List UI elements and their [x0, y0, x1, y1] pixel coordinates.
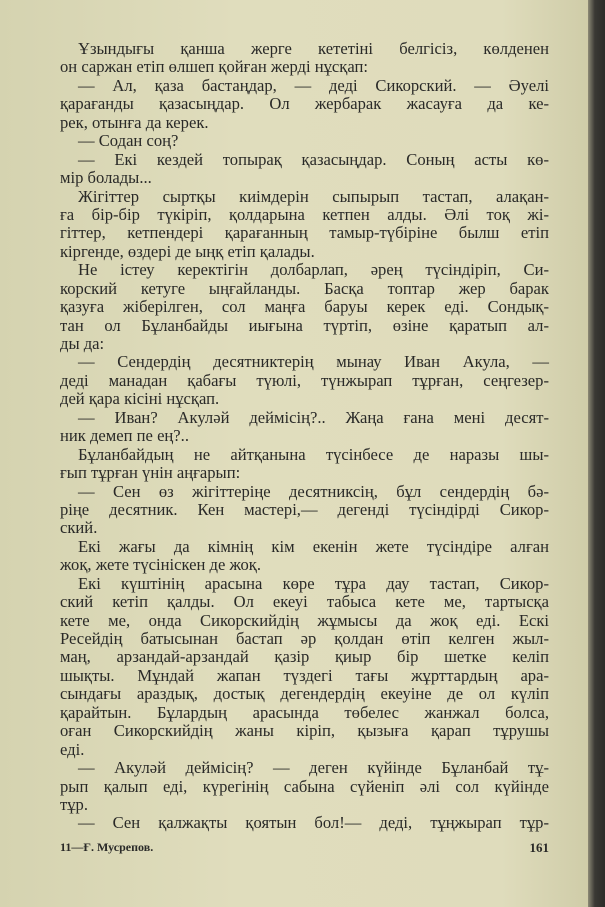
text-line: — Сен қалжақты қоятын бол!— деді, тұңжырап тұр- [78, 813, 549, 833]
text-line: кіргенде, өздері де ыңқ етіп қалады. [60, 241, 315, 261]
text-line: ский кетіп қалды. Ол екеуі табыса кете ме, тартысқа [60, 592, 549, 612]
text-line: тан ол Бұланбайды иығына түртіп, өзіне қаратып ал- [60, 315, 549, 335]
text-line: — Иван? Акуләй деймісің?.. Жаңа ғана мені десят- [78, 407, 549, 427]
text-line: Бұланбайдың не айтқанына түсінбесе де наразы шы- [78, 444, 549, 464]
text-line: Ұзындығы қанша жерге кететіні белгісіз, көлденен [78, 39, 549, 58]
text-line: жоқ, жете түсініскен де жоқ. [60, 555, 262, 575]
text-line: ник демеп пе ең?.. [60, 426, 189, 446]
text-line: — Акуләй деймісің? — деген күйінде Бұланбай тұ- [78, 758, 549, 778]
page-number: 161 [529, 840, 549, 855]
text-line: еді. [60, 739, 85, 759]
text-line: шықты. Мұндай жапан түздегі тағы жұрттардың ара- [60, 665, 549, 685]
text-line: — Екі кездей топырақ қазасыңдар. Соның асты кө- [78, 149, 549, 169]
text-line: тұр. [60, 794, 88, 814]
text-line: қазуға жіберілген, сол маңға баруы керек еді. Сондық- [60, 297, 549, 317]
text-line: Жігіттер сыртқы киімдерін сыпырып тастап, алақан- [78, 186, 549, 206]
text-line: ріңе десятник. Кен мастері,— дегенді түсіндірді Сикор- [60, 499, 549, 519]
text-line: сындағы араздық, достық дегендердің екеуіне де ол күліп [60, 684, 549, 704]
text-line: мір болады... [60, 168, 152, 188]
text-line: Екі күштінің арасына көре тұра дау тастап, Сикор- [78, 573, 549, 593]
text-line: Екі жағы да кімнің кім екенін жете түсіндіре алған [78, 536, 549, 556]
text-line: деді манадан қабағы түюлі, түнжырап тұрған, сеңгезер- [60, 370, 549, 390]
signature-mark: 11—Ғ. Мусрепов. [60, 840, 154, 854]
text-line: Ресейдің батысынан бастап әр қолдан өтіп келген жыл- [60, 629, 549, 648]
body-text [60, 40, 549, 833]
text-line: рып қалып еді, күрегінің сабына сүйеніп әлі сол күйінде [60, 776, 549, 796]
text-line: рек, отынға да керек. [60, 112, 209, 132]
text-line: — Сендердің десятниктерің мынау Иван Акула, — [78, 352, 549, 372]
text-line: ға бір-бір түкіріп, қолдарына кетпен алды. Әлі тоқ жі- [60, 204, 549, 224]
book-edge-shadow [588, 0, 605, 907]
text-line: ғып тұрған үнін аңғарып: [60, 463, 241, 483]
text-line: — Сен өз жігіттеріңе десятниксің, бұл сендердің бә- [78, 481, 549, 501]
text-line: қарағанды қазасыңдар. Ол жербарак жасауға да ке- [60, 94, 549, 114]
text-line: дей қара кісіні нұсқап. [60, 389, 220, 409]
text-line: — Ал, қаза бастаңдар, — деді Сикорский. — Әуелі [78, 75, 549, 95]
text-line: қарайтын. Бұлардың арасында төбелес жанжал болса, [60, 702, 549, 722]
text-line: — Содан соң? [78, 131, 179, 151]
text-line: корский кетуге ыңғайланды. Басқа топтар жер барак [60, 278, 549, 298]
text-line: кете ме, онда Сикорскийдің жұмысы да жоқ еді. Ескі [60, 610, 549, 630]
text-line: ский. [60, 518, 98, 538]
text-line: оған Сикорскийдің жаны кіріп, қызыға қарап тұрушы [60, 721, 549, 741]
text-line: маң, арзандай-арзандай қазір қиыр бір шетке келіп [60, 647, 549, 667]
text-line: гіттер, кетпендері қарағанның тамыр-түбіріне былш етіп [60, 223, 549, 243]
page-footer [60, 840, 549, 856]
text-line: ды да: [60, 334, 105, 353]
text-line: он саржан етіп өлшеп қойған жерді нұсқап: [60, 57, 368, 77]
text-line: Не істеу керектігін долбарлап, әрең түсіндіріп, Си- [78, 260, 549, 280]
